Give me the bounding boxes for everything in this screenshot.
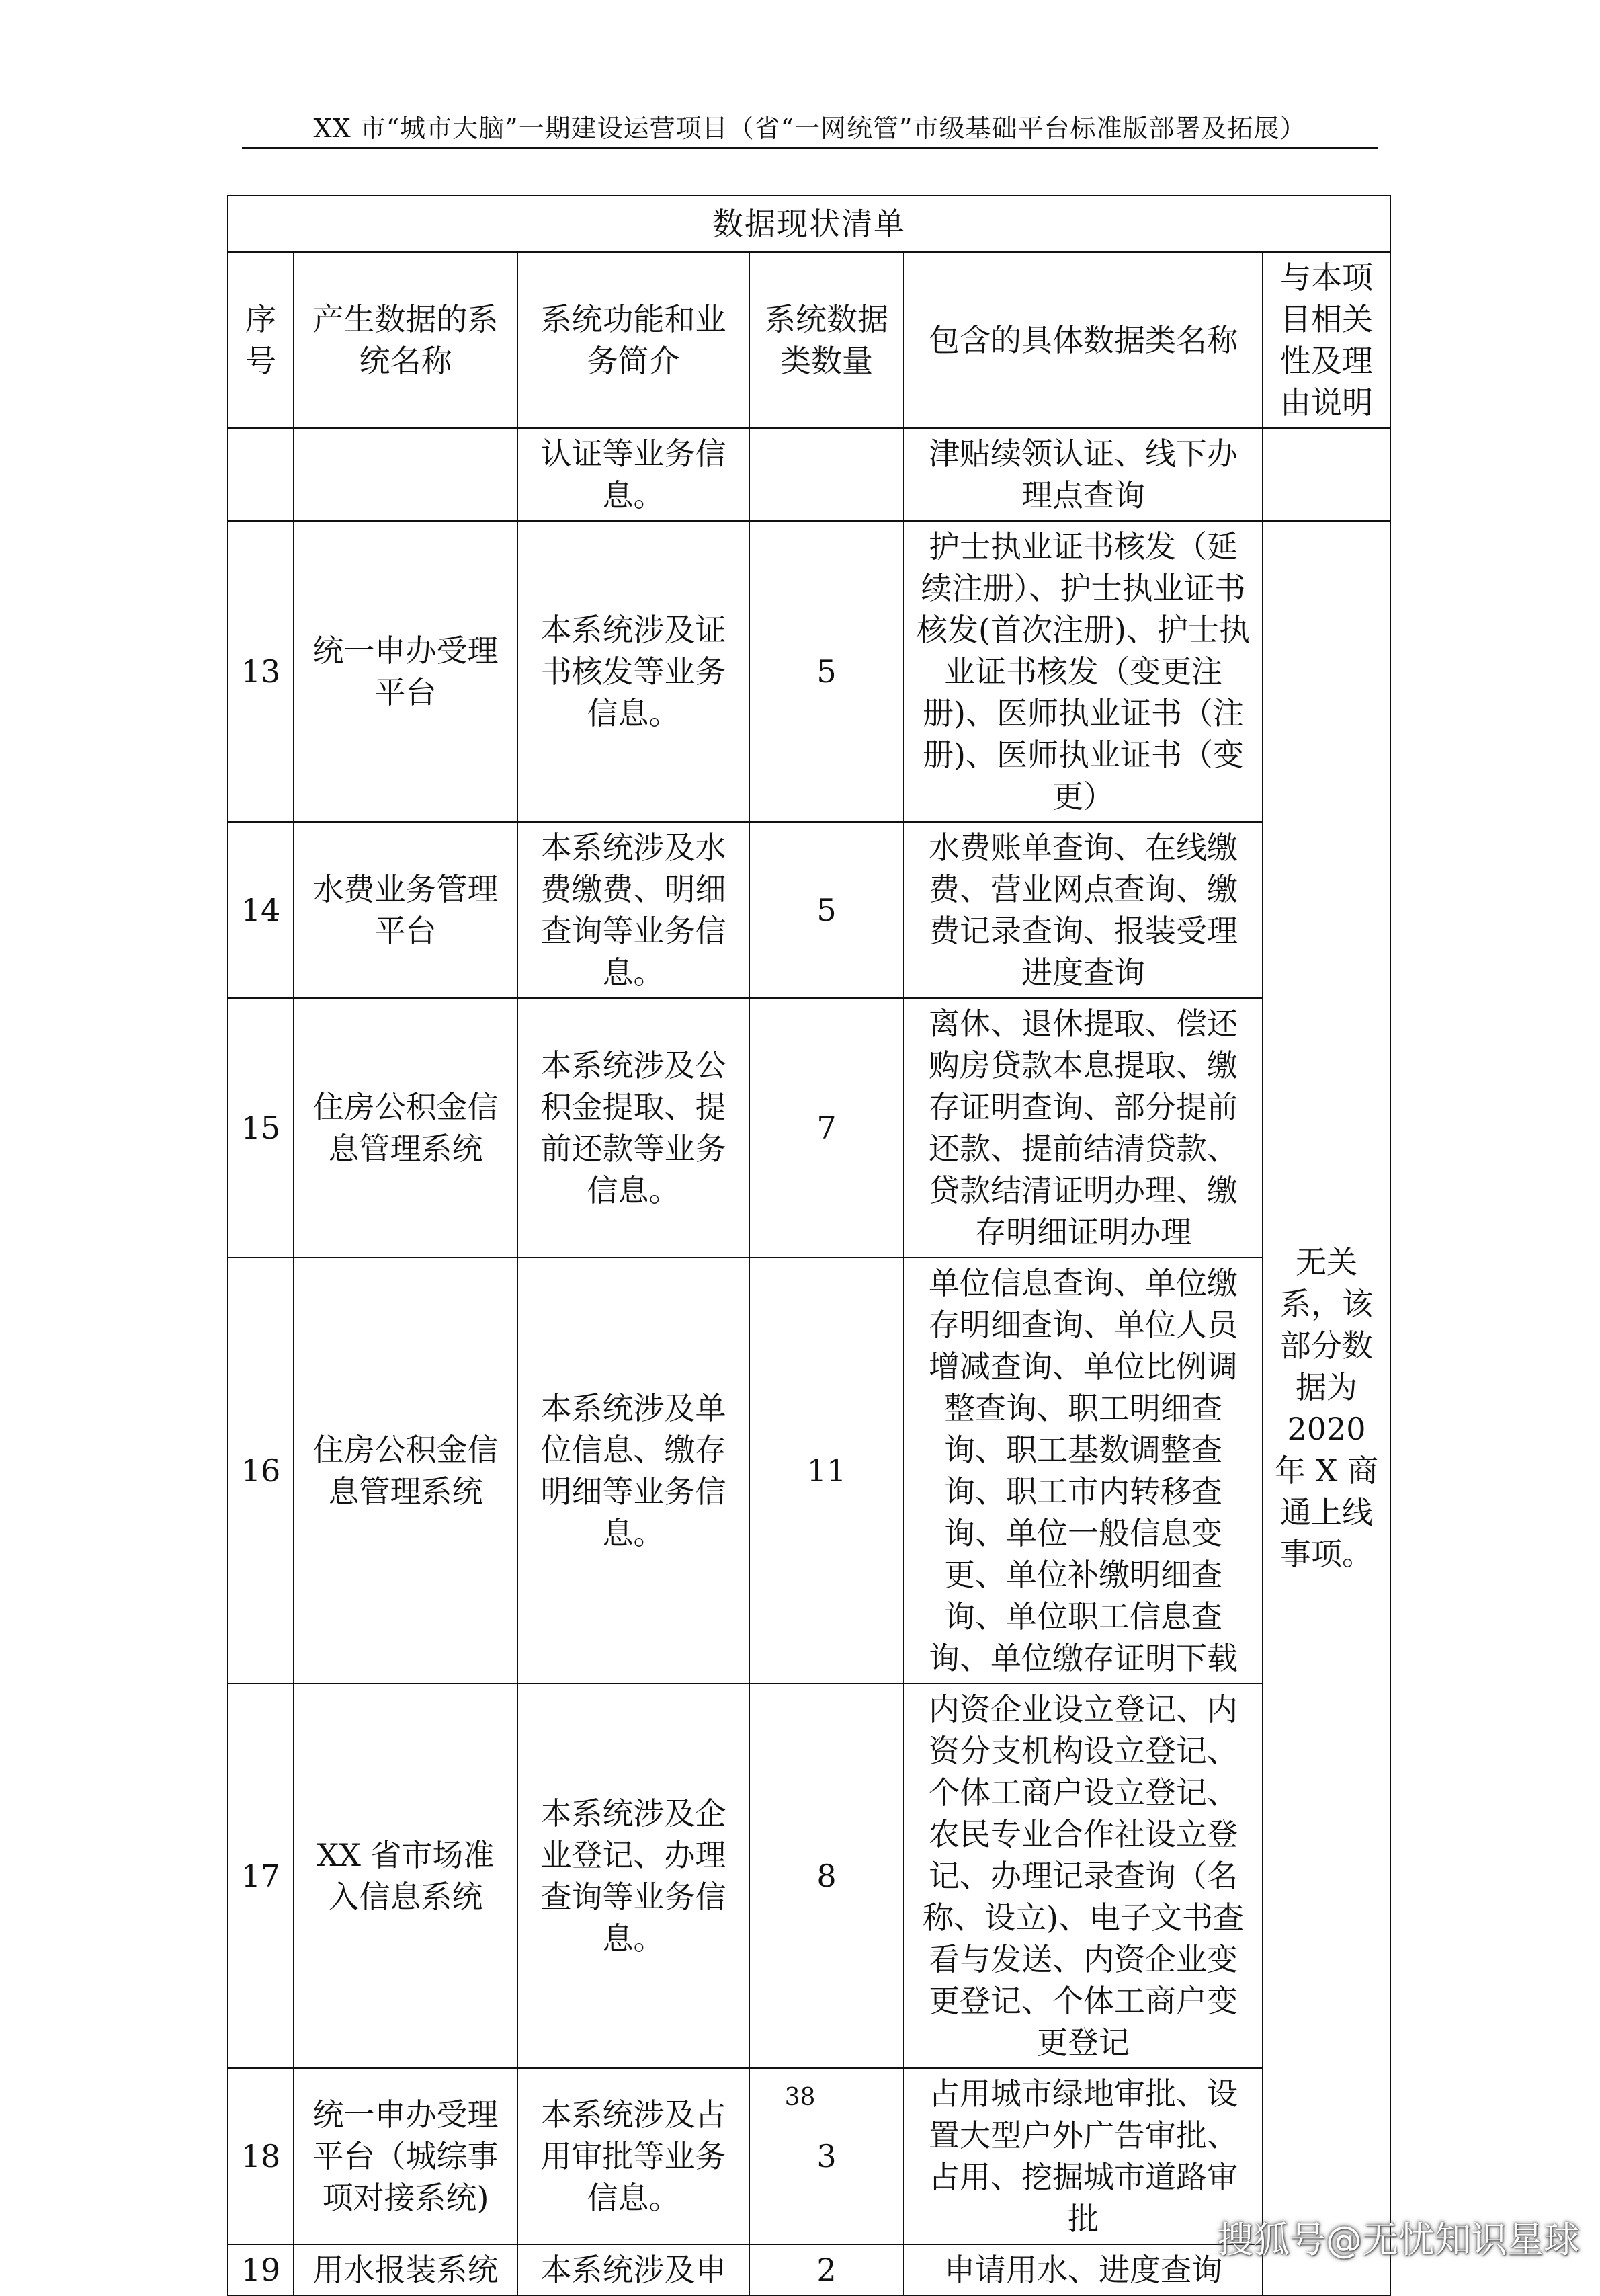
cell-data-classes: 申请用水、进度查询 [904, 2244, 1263, 2295]
column-header-description: 系统功能和业务简介 [517, 252, 749, 428]
cell-data-classes: 水费账单查询、在线缴费、营业网点查询、缴费记录查询、报装受理进度查询 [904, 822, 1263, 998]
cell-data-classes: 津贴续领认证、线下办理点查询 [904, 428, 1263, 521]
page-number: 38 [784, 2084, 816, 2111]
cell-system [294, 428, 517, 521]
cell-system: 统一申办受理平台 [294, 521, 517, 822]
cell-no [228, 428, 294, 521]
cell-relevance-top [1263, 428, 1390, 521]
cell-no: 14 [228, 822, 294, 998]
cell-no: 19 [228, 2244, 294, 2295]
cell-description: 本系统涉及单位信息、缴存明细等业务信息。 [517, 1258, 749, 1684]
cell-count: 3 [749, 2068, 904, 2244]
column-header-relevance: 与本项目相关性及理由说明 [1263, 252, 1390, 428]
table-row [228, 998, 1390, 1258]
cell-no: 17 [228, 1684, 294, 2068]
cell-system: 住房公积金信息管理系统 [294, 1258, 517, 1684]
cell-system: XX 省市场准入信息系统 [294, 1684, 517, 2068]
table-header-row [228, 252, 1390, 428]
column-header-no: 序号 [228, 252, 294, 428]
cell-description: 本系统涉及证书核发等业务信息。 [517, 521, 749, 822]
cell-description: 本系统涉及企业登记、办理查询等业务信息。 [517, 1684, 749, 2068]
cell-data-classes: 占用城市绿地审批、设置大型户外广告审批、占用、挖掘城市道路审批 [904, 2068, 1263, 2244]
cell-no: 15 [228, 998, 294, 1258]
cell-count: 2 [749, 2244, 904, 2295]
cell-count: 5 [749, 822, 904, 998]
cell-data-classes: 单位信息查询、单位缴存明细查询、单位人员增减查询、单位比例调整查询、职工明细查询、职工基数调整查询、职工市内转移查询、单位一般信息变更、单位补缴明细查询、单位职工信息查询、单位缴存证明下载 [904, 1258, 1263, 1684]
column-header-system: 产生数据的系统名称 [294, 252, 517, 428]
column-header-count: 系统数据类数量 [749, 252, 904, 428]
cell-system: 水费业务管理平台 [294, 822, 517, 998]
cell-system: 住房公积金信息管理系统 [294, 998, 517, 1258]
table-row [228, 1684, 1390, 2068]
cell-no: 16 [228, 1258, 294, 1684]
cell-count: 5 [749, 521, 904, 822]
cell-description: 本系统涉及公积金提取、提前还款等业务信息。 [517, 998, 749, 1258]
cell-no: 13 [228, 521, 294, 822]
cell-data-classes: 内资企业设立登记、内资分支机构设立登记、个体工商户设立登记、农民专业合作社设立登记、办理记录查询（名称、设立)、电子文书查看与发送、内资企业变更登记、个体工商户变更登记 [904, 1684, 1263, 2068]
cell-description: 本系统涉及水费缴费、明细查询等业务信息。 [517, 822, 749, 998]
table-row [228, 2244, 1390, 2295]
cell-description: 认证等业务信息。 [517, 428, 749, 521]
cell-system: 用水报装系统 [294, 2244, 517, 2295]
cell-description: 本系统涉及占用审批等业务信息。 [517, 2068, 749, 2244]
column-header-data-classes: 包含的具体数据类名称 [904, 252, 1263, 428]
cell-no: 18 [228, 2068, 294, 2244]
table-row [228, 521, 1390, 822]
document-header: XX 市“城市大脑”一期建设运营项目（省“一网统管”市级基础平台标准版部署及拓展） [313, 114, 1306, 143]
data-status-table [227, 195, 1391, 2296]
table-row-continued [228, 428, 1390, 521]
cell-description: 本系统涉及申 [517, 2244, 749, 2295]
cell-count: 8 [749, 1684, 904, 2068]
cell-count [749, 428, 904, 521]
cell-data-classes: 离休、退休提取、偿还购房贷款本息提取、缴存证明查询、部分提前还款、提前结清贷款、贷款结清证明办理、缴存明细证明办理 [904, 998, 1263, 1258]
cell-system: 统一申办受理平台（城综事项对接系统) [294, 2068, 517, 2244]
table-row [228, 1258, 1390, 1684]
watermark: 搜狐号@无忧知识星球 [1217, 2219, 1580, 2261]
cell-data-classes: 护士执业证书核发（延续注册）、护士执业证书核发(首次注册)、护士执业证书核发（变更注册)、医师执业证书（注册)、医师执业证书（变更） [904, 521, 1263, 822]
header-rule [242, 147, 1378, 149]
cell-count: 7 [749, 998, 904, 1258]
table-row [228, 822, 1390, 998]
cell-count: 11 [749, 1258, 904, 1684]
cell-relevance: 无关系，该部分数据为 2020 年 X 商通上线事项。 [1263, 521, 1390, 2295]
table-title: 数据现状清单 [228, 196, 1390, 252]
